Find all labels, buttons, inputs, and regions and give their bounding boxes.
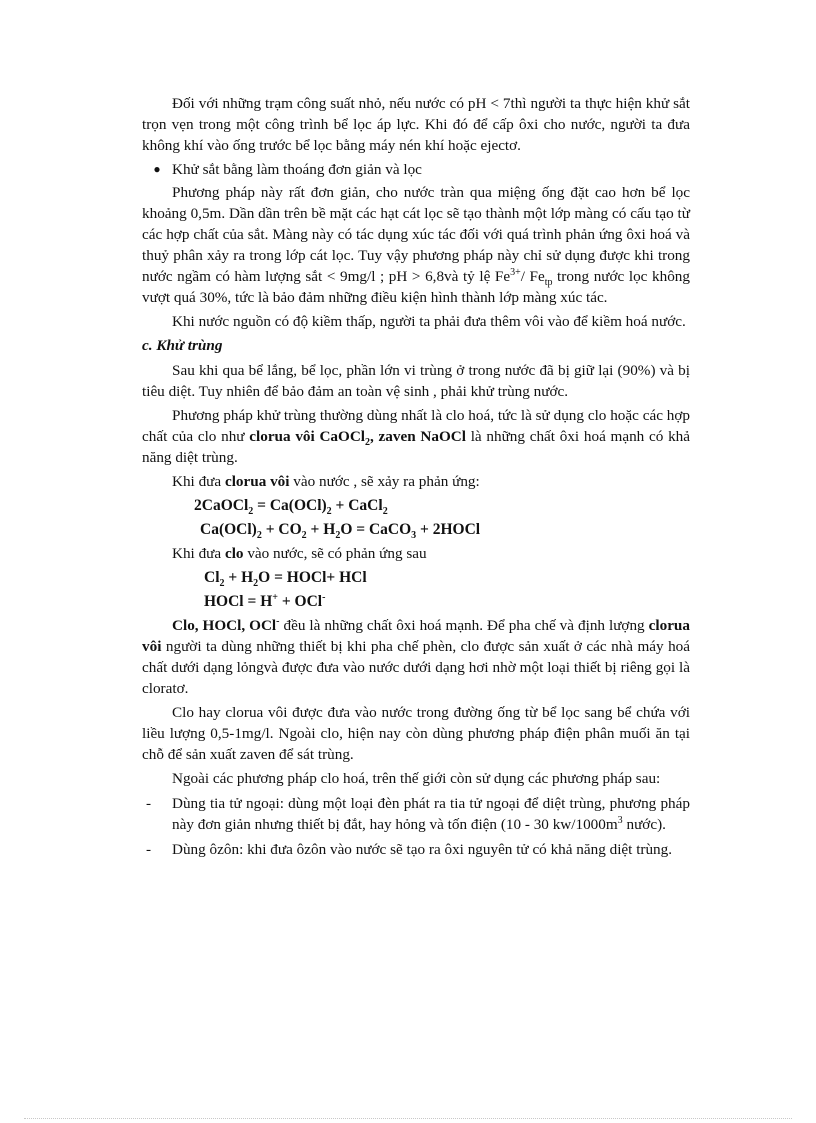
bullet-text: Khử sắt bằng làm thoáng đơn giản và lọc <box>172 161 422 178</box>
paragraph-oxidizers: Clo, HOCl, OCl- đều là những chất ôxi hoá mạnh. Để pha chế và định lượng clorua vôi người ta dùng những thiết bị khi pha chế phèn, clo được sản xuất ở các nhà máy hoá chất dưới dạng lỏngvà được đưa vào nước dưới dạng hơi nhờ một loại thiết bị riêng gọi là cloratơ. <box>142 615 690 697</box>
list-item-ozone <box>142 839 690 860</box>
list-item-text: Dùng ôzôn: khi đưa ôzôn vào nước sẽ tạo ra ôxi nguyên tử có khả năng diệt trùng. <box>172 841 673 858</box>
paragraph-dosage: Clo hay clorua vôi được đưa vào nước trong đường ống từ bể lọc sang bể chứa với liều lượng 0,5-1mg/l. Ngoài clo, hiện nay còn dùng phương pháp điện phân muối ăn tại chỗ để sản xuất zaven để sát trùng. <box>142 704 690 763</box>
page-bottom-divider <box>24 1118 792 1119</box>
equation-3: $Cl_2 + H_2O$ = HOCl+ HCl <box>204 569 367 590</box>
paragraph-simple-aeration-method: Phương pháp này rất đơn giản, cho nước tràn qua miệng ống đặt cao hơn bể lọc khoảng 0,5m. Dần dần trên bề mặt các hạt cát lọc sẽ tạo thành một lớp màng có cấu tạo từ các hợp chất của sắt. Màng này có tác dụng xúc tác đối với quá trình phản ứng ôxi hoá và thuỷ phân xảy ra trong lớp cát lọc. Tuy vậy phương pháp này chỉ sử dụng được khi trong nước ngầm có hàm lượng sắt < 9mg/l ; pH > 6,8và tỷ lệ $Fe^{3+}/$ $Fe_{tp}$ trong nước lọc không vượt quá 30%, tức là bảo đảm những điều kiện hình thành lớp màng xúc tác. <box>142 184 690 306</box>
paragraph-alkalinity: Khi nước nguồn có độ kiềm thấp, người ta phải đưa thêm vôi vào để kiềm hoá nước. <box>172 313 686 330</box>
paragraph-iron-removal-pressure-filter: Đối với những trạm công suất nhỏ, nếu nước có pH < 7thì người ta thực hiện khử sắt trọn vẹn trong một công trình bể lọc áp lực. Khi đó để cấp ôxi cho nước, người ta đưa không khí vào ống trước bể lọc bằng máy nén khí hoặc ejectơ. <box>142 95 690 154</box>
list-item-ultraviolet <box>142 793 690 835</box>
section-heading-disinfection: c. Khử trùng <box>142 337 223 354</box>
paragraph-other-methods: Ngoài các phương pháp clo hoá, trên thế giới còn sử dụng các phương pháp sau: <box>172 770 661 787</box>
equation-4: HOCl = H+ + OCl- <box>204 591 326 610</box>
document-body <box>142 93 690 863</box>
bullet-icon: ● <box>153 162 161 176</box>
list-item-text: Dùng tia tử ngoại: dùng một loại đèn phát ra tia tử ngoại để diệt trùng, phương pháp này đơn giản nhưng thiết bị đắt, hay hỏng và tốn điện (10 - 30 $kw/1000m^3$ nước). <box>172 795 690 833</box>
equation-1: 2CaOCl$_2$ = $Ca(OCl)_2$ + CaCl$_2$ <box>194 497 388 518</box>
bullet-item-simple-aeration <box>142 159 690 180</box>
dash-marker: - <box>146 795 152 812</box>
dash-marker: - <box>146 841 152 858</box>
paragraph-chlorination: Phương pháp khử trùng thường dùng nhất là clo hoá, tức là sử dụng clo hoặc các hợp chất của clo như clorua vôi CaOCl$_2$, zaven NaOCl là những chất ôxi hoá mạnh có khả năng diệt trùng. <box>142 407 690 466</box>
reaction-intro-chlorine: Khi đưa clo vào nước, sẽ có phản ứng sau <box>172 545 427 562</box>
equation-2: $Ca(OCl)_2 + CO_2 + H_2O$ = CaCO$_3$ + 2HOCl <box>200 521 481 542</box>
paragraph-after-filtering: Sau khi qua bể lắng, bể lọc, phần lớn vi trùng ở trong nước đã bị giữ lại (90%) và bị tiêu diệt. Tuy nhiên để bảo đảm an toàn vệ sinh , phải khử trùng nước. <box>142 362 690 400</box>
reaction-intro-bleaching-powder: Khi đưa clorua vôi vào nước , sẽ xảy ra phản ứng: <box>172 473 480 490</box>
